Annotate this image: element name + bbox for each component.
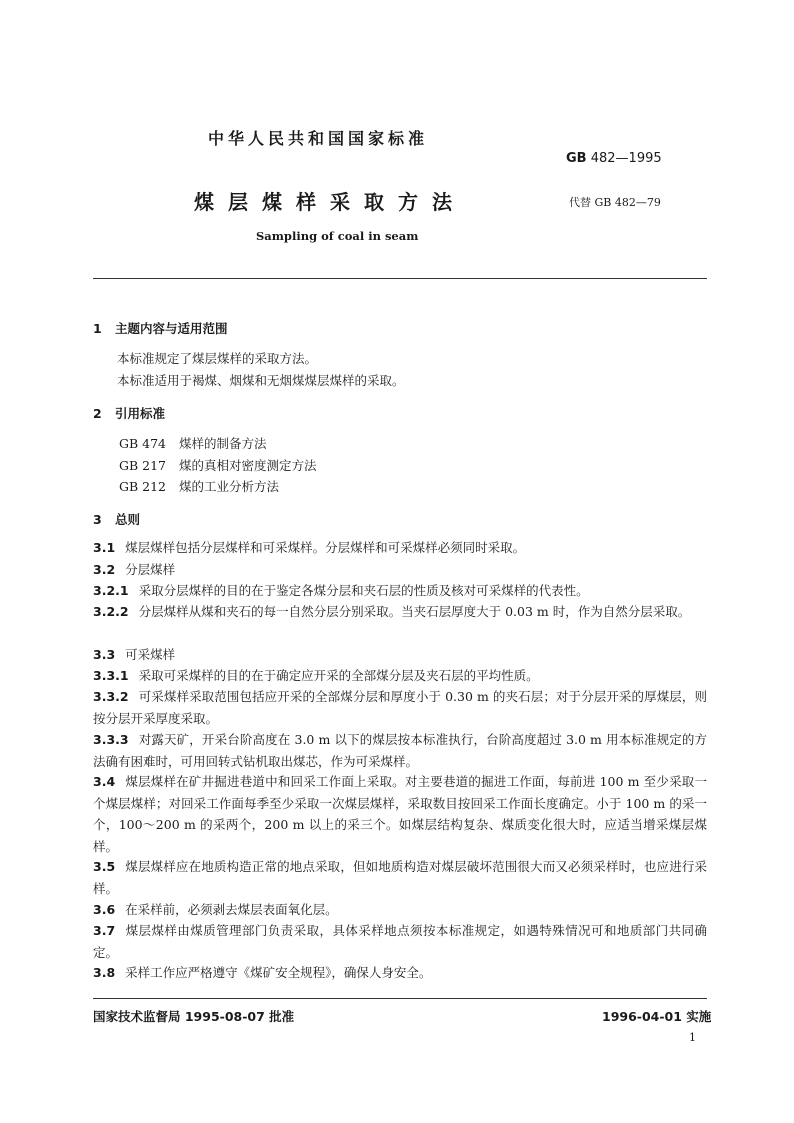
clause-3-1: [93, 537, 707, 559]
paragraph: 本标准规定了煤层煤样的采取方法。: [117, 351, 318, 366]
clause-3-8: [93, 962, 707, 984]
reference-item: [119, 477, 279, 495]
clause-text: 在采样前，必须剥去煤层表面氧化层。: [125, 902, 338, 917]
reference-code: GB 217: [119, 458, 167, 473]
clause-3-3: [93, 644, 707, 666]
reference-item: [119, 456, 317, 474]
issuing-body: 中华人民共和国国家标准: [208, 129, 429, 148]
paragraph: 本标准适用于褐煤、烟煤和无烟煤煤层煤样的采取。: [117, 373, 405, 388]
clause-text: 煤层煤样应在地质构造正常的地点采取，但如地质构造对煤层破坏范围很大而又必须采样时，也应进行采样。: [93, 859, 707, 896]
clause-3-2: [93, 559, 707, 581]
clause-text: 煤层煤样包括分层煤样和可采煤样。分层煤样和可采煤样必须同时采取。: [125, 540, 526, 555]
clause-3-3-1: [93, 665, 707, 687]
clause-text: 对露天矿，开采台阶高度在 3.0 m 以下的煤层按本标准执行，台阶高度超过 3.0 m 用本标准规定的方法确有困难时，可用回转式钻机取出煤芯，作为可采煤样。: [93, 732, 707, 769]
reference-title: 煤样的制备方法: [179, 436, 267, 451]
section-2-heading: [93, 404, 165, 422]
clause-3-2-1: [93, 580, 707, 602]
section-title: 总则: [115, 512, 141, 527]
clause-number: 3.2.2: [93, 604, 129, 619]
clause-number: 3.3: [93, 647, 116, 662]
clause-number: 3.3.3: [93, 732, 129, 747]
section-1-heading: [93, 319, 228, 337]
clause-number: 3.2: [93, 562, 116, 577]
effective-date: 1996-04-01 实施: [602, 1009, 712, 1024]
clause-3-4: [93, 771, 707, 857]
clause-3-7: [93, 920, 707, 963]
clause-number: 3.5: [93, 859, 116, 874]
clause-text: 煤层煤样由煤质管理部门负责采取，具体采样地点须按本标准规定，如遇特殊情况可和地质部门共同确定。: [93, 923, 707, 960]
clause-3-3-3: [93, 729, 707, 772]
section-title: 主题内容与适用范围: [115, 321, 228, 336]
clause-number: 3.2.1: [93, 583, 129, 598]
clause-text: 采取可采煤样的目的在于确定应开采的全部煤分层及夹石层的平均性质。: [138, 668, 539, 683]
clause-3-3-2: [93, 686, 707, 729]
reference-item: [119, 434, 267, 452]
clause-text: 可采煤样采取范围包括应开采的全部煤分层和厚度小于 0.30 m 的夹石层；对于分层开采的厚煤层，则按分层开采厚度采取。: [93, 689, 707, 726]
clause-number: 3.8: [93, 965, 116, 980]
section-3-heading: [93, 510, 140, 528]
standard-code: 482—1995: [590, 151, 662, 166]
section-title: 引用标准: [115, 406, 166, 421]
clause-text: 煤层煤样在矿井掘进巷道中和回采工作面上采取。对主要巷道的掘进工作面，每前进 100 m 至少采取一个煤层煤样；对回采工作面每季至少采取一次煤层煤样，采取数目按回采工作面长度确定。小于 100 m 的采一个，100～200 m 的采两个，200 m 以上的采三个。如煤层结构复杂、煤质变化很大时，应适当增采煤层煤样。: [93, 774, 707, 854]
clause-text: 分层煤样: [125, 562, 176, 577]
page-number: 1: [689, 1031, 696, 1044]
replaces-note: 代替 GB 482—79: [569, 196, 661, 209]
reference-title: 煤的工业分析方法: [179, 479, 280, 494]
clause-text: 采样工作应严格遵守《煤矿安全规程》，确保人身安全。: [125, 965, 432, 980]
clause-number: 3.7: [93, 923, 116, 938]
approval-note: 国家技术监督局 1995-08-07 批准: [93, 1009, 295, 1024]
document-title: 煤层煤样采取方法: [194, 190, 466, 214]
header-divider: [93, 278, 707, 279]
reference-code: GB 474: [119, 436, 167, 451]
clause-number: 3.3.2: [93, 689, 129, 704]
clause-number: 3.3.1: [93, 668, 129, 683]
standard-prefix: GB: [566, 151, 587, 166]
reference-code: GB 212: [119, 479, 167, 494]
footer-divider: [93, 998, 707, 999]
clause-number: 3.4: [93, 774, 116, 789]
clause-text: 采取分层煤样的目的在于鉴定各煤分层和夹石层的性质及核对可采煤样的代表性。: [138, 583, 589, 598]
clause-number: 3.1: [93, 540, 116, 555]
section-number: 2: [93, 406, 102, 421]
english-title: Sampling of coal in seam: [256, 229, 419, 243]
section-number: 3: [93, 512, 102, 527]
clause-3-2-2: [93, 601, 707, 623]
clause-text: 可采煤样: [125, 647, 176, 662]
standard-number: [566, 151, 662, 166]
clause-text: 分层煤样从煤和夹石的每一自然分层分别采取。当夹石层厚度大于 0.03 m 时，作为自然分层采取。: [138, 604, 691, 619]
clause-number: 3.6: [93, 902, 116, 917]
clause-3-6: [93, 899, 707, 921]
clause-3-5: [93, 856, 707, 899]
reference-title: 煤的真相对密度测定方法: [179, 458, 317, 473]
section-number: 1: [93, 321, 102, 336]
